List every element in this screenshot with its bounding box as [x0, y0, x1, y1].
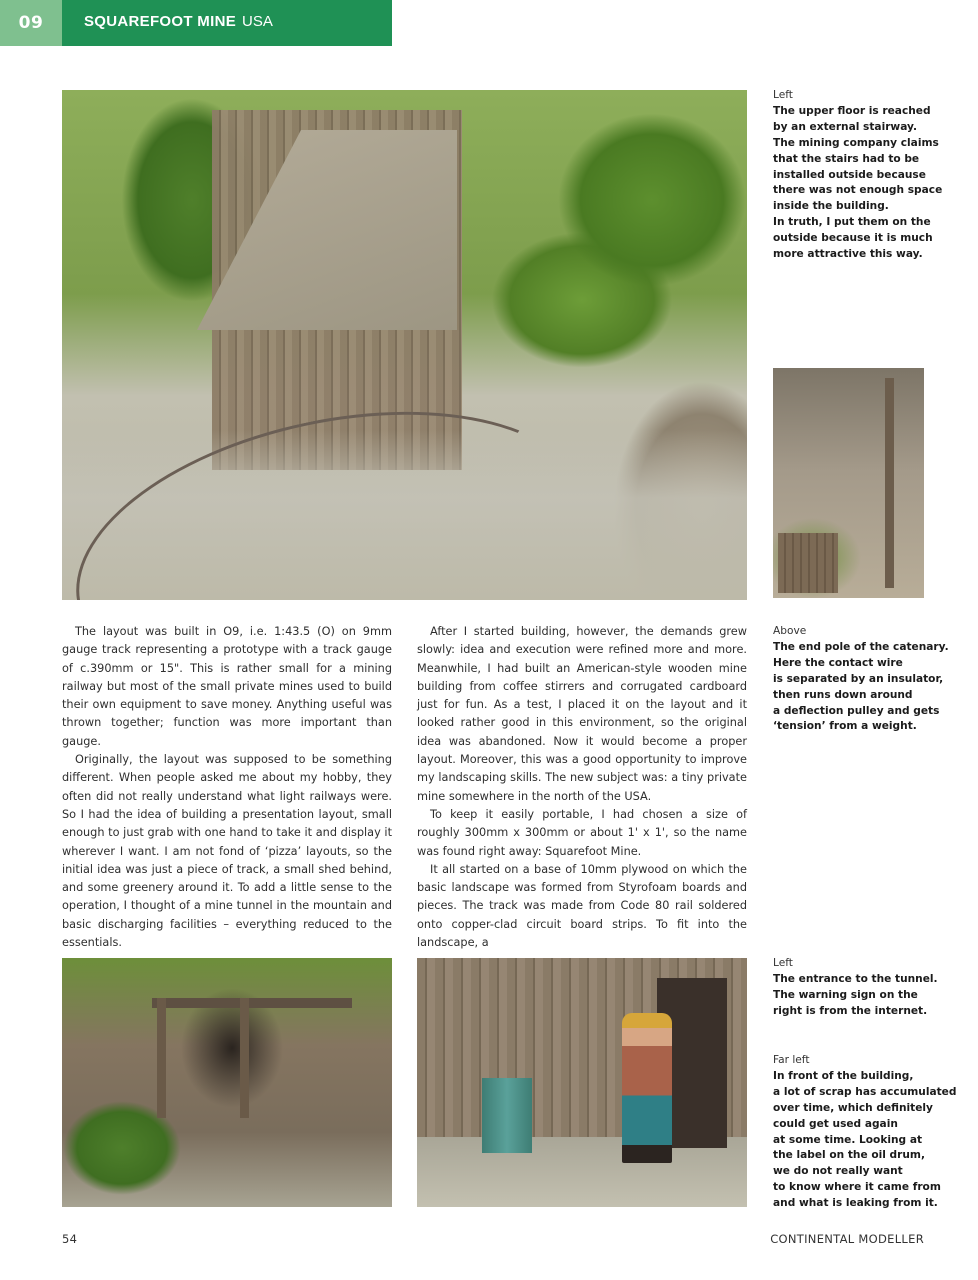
caption-worker-label: Far left: [773, 1054, 810, 1066]
body-column-1: [62, 623, 392, 952]
paragraph: It all started on a base of 10mm plywood on which the basic landscape was formed from Styrofoam boards and pieces. The track was made from Code 80 rail soldered onto copper-clad circuit board strips. To fit into the landscape, a: [417, 862, 747, 950]
caption-worker: [773, 1053, 968, 1212]
caption-tunnel-text: The entrance to the tunnel. The warning sign on the right is from the internet.: [773, 972, 938, 1017]
caption-pole-label: Above: [773, 625, 807, 637]
page-number: 54: [62, 1232, 78, 1246]
caption-main-text: The upper floor is reached by an external stairway. The mining company claims that the stairs had to be installed outside because there was not enough space inside the building. In truth, I put them on the outside because it is much more attractive this way.: [773, 104, 943, 261]
oil-drum-illustration: [482, 1078, 532, 1153]
caption-tunnel: [773, 956, 968, 1020]
tunnel-post-illustration: [157, 998, 166, 1118]
tunnel-photo: [62, 958, 392, 1207]
chapter-number: 09: [0, 0, 62, 46]
caption-main: [773, 88, 953, 263]
worker-figure-illustration: [622, 1013, 672, 1163]
body-column-2: [417, 623, 747, 952]
tunnel-beam-illustration: [152, 998, 352, 1008]
caption-pole-text: The end pole of the catenary. Here the contact wire is separated by an insulator, then runs down around a deflection pulley and gets ‘tension’ from a weight.: [773, 640, 949, 733]
caption-worker-text: In front of the building, a lot of scrap has accumulated over time, which definitely could get used again at some time. Looking at the label on the oil drum, we do not really want to know where it came from and what is leaking from it.: [773, 1069, 957, 1210]
paragraph: To keep it easily portable, I had chosen a size of roughly 300mm x 300mm or about 1' x 1', so the name was found right away: Squarefoot Mine.: [417, 807, 747, 858]
paragraph: After I started building, however, the demands grew slowly: idea and execution were refined more and more. Meanwhile, I had built an American-style wooden mine building from coffee stirrers and corrugated cardboard just for fun. As a test, I placed it on the layout and it looked rather good in this environment, so the original idea was abandoned. Now it would become a proper layout. Moreover, this was a good opportunity to improve my landscaping skills. The new subject was: a tiny private mine somewhere in the north of the USA.: [417, 625, 747, 803]
caption-main-label: Left: [773, 89, 793, 101]
worker-photo: [417, 958, 747, 1207]
magazine-name: CONTINENTAL MODELLER: [770, 1232, 924, 1246]
tunnel-post-illustration: [240, 998, 249, 1118]
pole-photo: [773, 368, 924, 598]
caption-tunnel-label: Left: [773, 957, 793, 969]
shed-roof-illustration: [778, 533, 838, 593]
paragraph: The layout was built in O9, i.e. 1:43.5 (O) on 9mm gauge track representing a prototype with a track gauge of c.390mm or 15". This is rather small for a mining railway but most of the small private mines used to build their own equipment to save money. Anything useful was thrown together; function was more important than gauge.: [62, 625, 392, 748]
article-country: USA: [242, 13, 273, 30]
article-header: [62, 0, 392, 46]
caption-pole: [773, 624, 968, 735]
pole-illustration: [885, 378, 894, 588]
article-title: SQUAREFOOT MINE: [84, 13, 237, 30]
main-photo: [62, 90, 747, 600]
paragraph: Originally, the layout was supposed to be something different. When people asked me about my hobby, they often did not really understand what light railways were. So I had the idea of building a presentation layout, small enough to just grab with one hand to take it and display it wherever I want. I am not fond of ‘pizza’ layouts, so the initial idea was just a piece of track, a small shed behind, and some greenery around it. To add a little sense to the operation, I thought of a mine tunnel in the mountain and basic discharging facilities – everything reduced to the essentials.: [62, 753, 392, 950]
